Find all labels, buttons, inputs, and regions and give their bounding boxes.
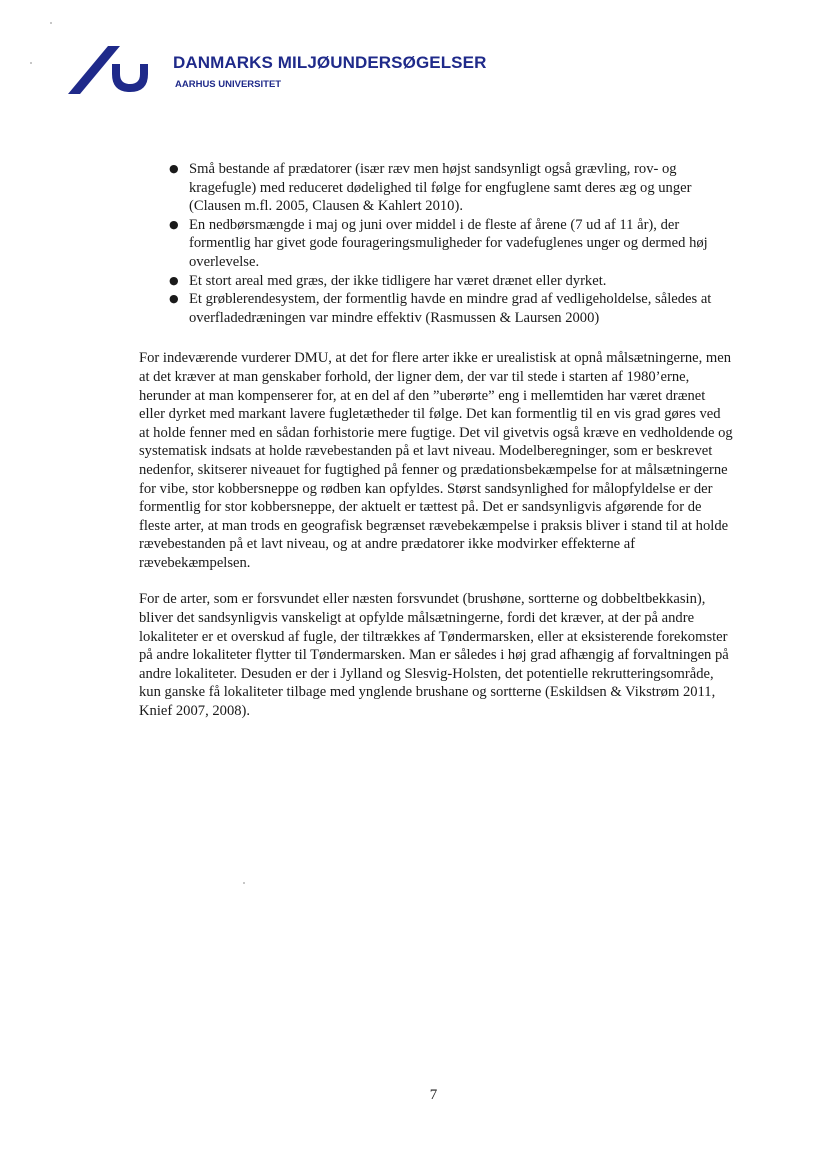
bullet-icon: ● <box>169 273 179 287</box>
list-item <box>169 272 734 291</box>
university-logo-icon <box>68 44 160 96</box>
page-number: 7 <box>429 1087 438 1103</box>
bullet-icon: ● <box>169 217 179 231</box>
bullet-icon: ● <box>169 162 179 175</box>
scan-speck <box>50 22 52 24</box>
body-paragraph: For de arter, som er forsvundet eller næsten forsvundet (brushøne, sortterne og dobbeltbekkasin), bliver det sandsynligvis vanskeligt at opfylde målsætningerne, fordi det kræver, at der på andre lokaliteter er et overskud af fugle, der tiltrækkes af Tøndermarsken, eller at eksisterende forekomster på andre lokaliteter flytter til Tøndermarsken. Man er således i høj grad afhængig af forvaltningen på andre lokaliteter. Desuden er der i Jylland og Slesvig-Holsten, det potentielle rekrutteringsområde, kun ganske få lokaliteter tilbage med ynglende brushane og sortterne (Eskildsen & Vikstrøm 2011, Knief 2007, 2008). <box>139 591 729 720</box>
scan-speck <box>243 882 245 884</box>
body-paragraph: For indeværende vurderer DMU, at det for flere arter ikke er urealistisk at opnå målsætningerne, men at det kræver at man genskaber forhold, der ligner dem, der var til stede i starten af 1980’erne, herunder at man kompenserer for, at en del af den ”uberørte” eng i mellemtiden har været drænet eller dyrket med markant lavere fugletætheder til følge. Det kan formentlig til en vis grad gøres ved at holde fenner med en sådan forhistorie mere fugtige. Det vil givetvis også kræve en vedholdende og systematisk indsats at holde rævebestanden på et lavt niveau. Modelberegninger, som er beskrevet nedenfor, skitserer niveauet for fugtighed på fenner og prædationsbekæmpelse for at målsætningerne for vibe, stor kobbersneppe og rødben kan opfyldes. Størst sandsynlighed for målopfyldelse er der formentlig for stor kobbersneppe, der aktuelt er tættest på. Det er sandsynligvis afgørende for de fleste arter, at man trods en geografisk begrænset rævebekæmpelse i praksis bliver i stand til at holde rævebestanden på et lavt niveau, og at andre prædatorer ikke modvirker effekterne af rævebekæmpelsen. <box>139 350 733 571</box>
bullet-icon: ● <box>169 292 179 306</box>
page-header <box>68 44 528 100</box>
list-item-text: En nedbørsmængde i maj og juni over middel i de fleste af årene (7 ud af 11 år), der formentlig har givet gode fourageringsmuligheder for vadefuglenes unger og dermed høj overlevelse. <box>189 216 708 270</box>
list-item <box>169 160 734 216</box>
scan-speck <box>30 62 32 64</box>
list-item-text: Et grøblerendesystem, der formentlig havde en mindre grad af vedligeholdelse, således at overfladedræningen var mindre effektiv (Rasmussen & Laursen 2000) <box>189 291 712 326</box>
organization-name: DANMARKS MILJØUNDERSØGELSER <box>173 53 487 72</box>
list-item-text: Et stort areal med græs, der ikke tidligere har været drænet eller dyrket. <box>189 272 607 289</box>
list-item <box>169 216 734 272</box>
organization-subtitle: AARHUS UNIVERSITET <box>175 79 282 90</box>
list-item-text: Små bestande af prædatorer (især ræv men højst sandsynligt også grævling, rov- og kragefugle) med reduceret dødelighed til følge for engfuglene samt deres æg og unger (Clausen m.fl. 2005, Clausen & Kahlert 2010). <box>189 161 692 215</box>
bullet-list <box>139 160 734 327</box>
document-body <box>139 160 734 721</box>
list-item <box>169 290 734 327</box>
